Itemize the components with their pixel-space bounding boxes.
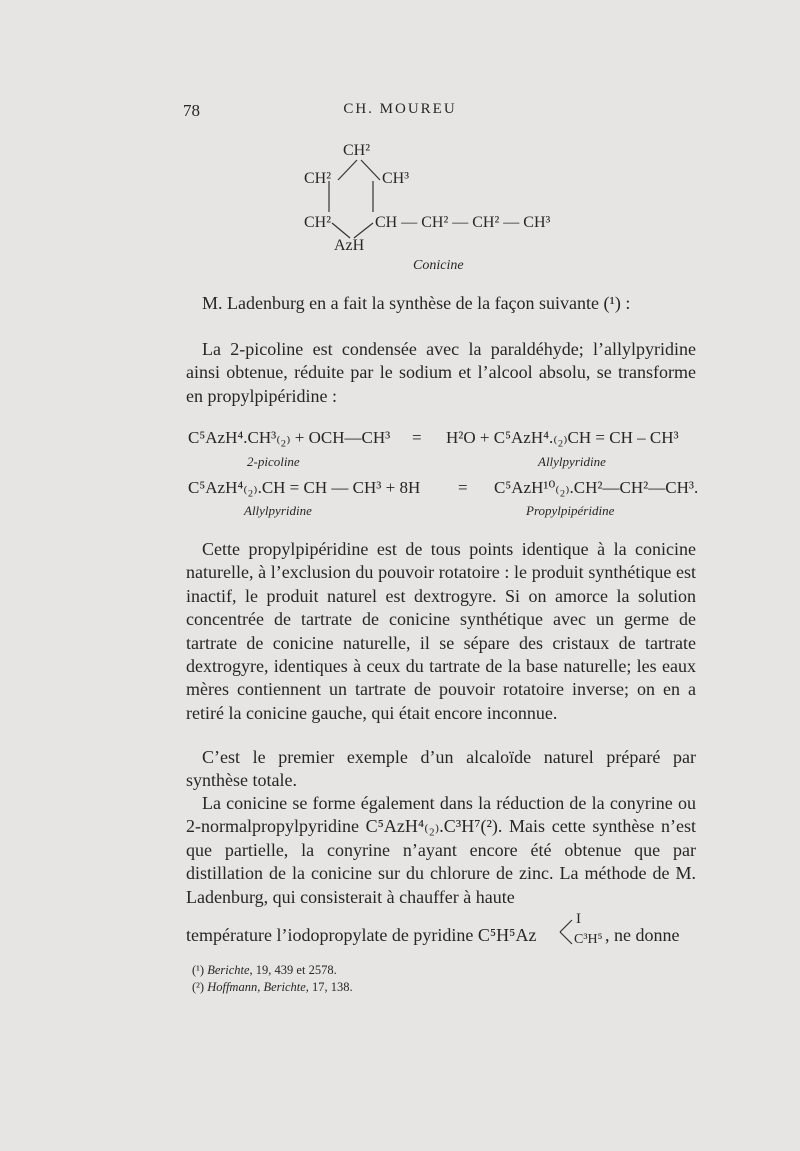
footnote-2-text: , 17, 138.: [305, 980, 353, 994]
paragraph-5-tail: , ne donne: [605, 925, 680, 945]
ring-atom-left-upper: CH²: [304, 170, 332, 187]
equation-2-left: C⁵AzH⁴₍₂₎.CH = CH — CH³ + 8H: [188, 478, 421, 497]
ring-side-chain: CH — CH² — CH² — CH³: [375, 214, 551, 231]
structure-caption: Conicine: [413, 258, 464, 273]
equation-1-sign: =: [412, 428, 422, 447]
footnote-1-text: , 19, 439 et 2578.: [249, 963, 337, 977]
footnote-1-mark: (¹): [192, 963, 205, 977]
equation-2-sign: =: [458, 478, 468, 497]
paragraph-4: La conicine se forme également dans la réduction de la conyrine ou 2-normalpropylpyridine C⁵AzH⁴₍₂₎.C³H⁷(²). Mais cette synthèse n’est que partielle, la conyrine n’ayant encore été obtenue que par distillation de la conicine sur du chlorure de zinc. La méthode de M. Ladenburg, qui consisterait à chauffer à haute: [186, 793, 696, 907]
ring-atom-top: CH²: [343, 142, 371, 159]
paragraph-5-bottom: C³H⁵: [574, 932, 603, 947]
paragraph-3: C’est le premier exemple d’un alcaloïde naturel préparé par synthèse totale.: [186, 747, 696, 791]
running-head: CH. MOUREU: [343, 101, 457, 117]
equation-2-left-label: Allylpyridine: [244, 503, 312, 518]
equation-1-left-label: 2-picoline: [247, 454, 300, 469]
page-number: 78: [183, 101, 200, 120]
ring-atom-left-lower: CH²: [304, 214, 332, 231]
paragraph-1: La 2-picoline est condensée avec la paraldéhyde; l’allylpyridine ainsi obtenue, réduite par le sodium et l’alcool absolu, se transforme en propylpipéridine :: [186, 339, 696, 406]
paragraph-5-top: I: [576, 911, 581, 927]
paragraph-2: Cette propylpipéridine est de tous points identique à la conicine naturelle, à l’exclusion du pouvoir rotatoire : le produit synthétique est inactif, le produit naturel est dextrogyre. Si on amorce la solution concentrée de tartrate de conicine synthétique avec un germe de tartrate de conicine naturelle, il se sépare des cristaux de tartrate dextrogyre, identiques à ceux du tartrate de la base naturelle; les eaux mères contiennent un tartrate de pouvoir rotatoire inverse; on en a retiré la conicine gauche, qui était encore inconnue.: [186, 539, 696, 723]
footnote-1: [192, 963, 337, 978]
equation-2-right-label: Propylpipéridine: [526, 503, 615, 518]
footnote-1-source: Berichte: [207, 963, 250, 977]
intro-text: M. Ladenburg en a fait la synthèse de la façon suivante (¹) :: [202, 293, 631, 313]
footnote-2: [192, 980, 353, 995]
equation-1-right-label: Allylpyridine: [538, 454, 606, 469]
footnote-2-mark: (²): [192, 980, 205, 994]
equation-1-left: C⁵AzH⁴.CH³₍₂₎ + OCH—CH³: [188, 428, 391, 447]
bracket-icon: [558, 918, 574, 946]
footnote-2-source: Hoffmann, Berichte: [207, 980, 306, 994]
paragraph-5-lead: température l’iodopropylate de pyridine C⁵H⁵Az: [186, 925, 537, 945]
equation-2-right: C⁵AzH¹⁰₍₂₎.CH²—CH²—CH³.: [494, 478, 699, 497]
intro-paragraph: [186, 292, 696, 315]
ring-atom-right-upper: CH³: [382, 170, 410, 187]
ring-atom-bottom: AzH: [334, 237, 365, 254]
equation-1-right: H²O + C⁵AzH⁴.₍₂₎CH = CH – CH³: [446, 428, 679, 447]
